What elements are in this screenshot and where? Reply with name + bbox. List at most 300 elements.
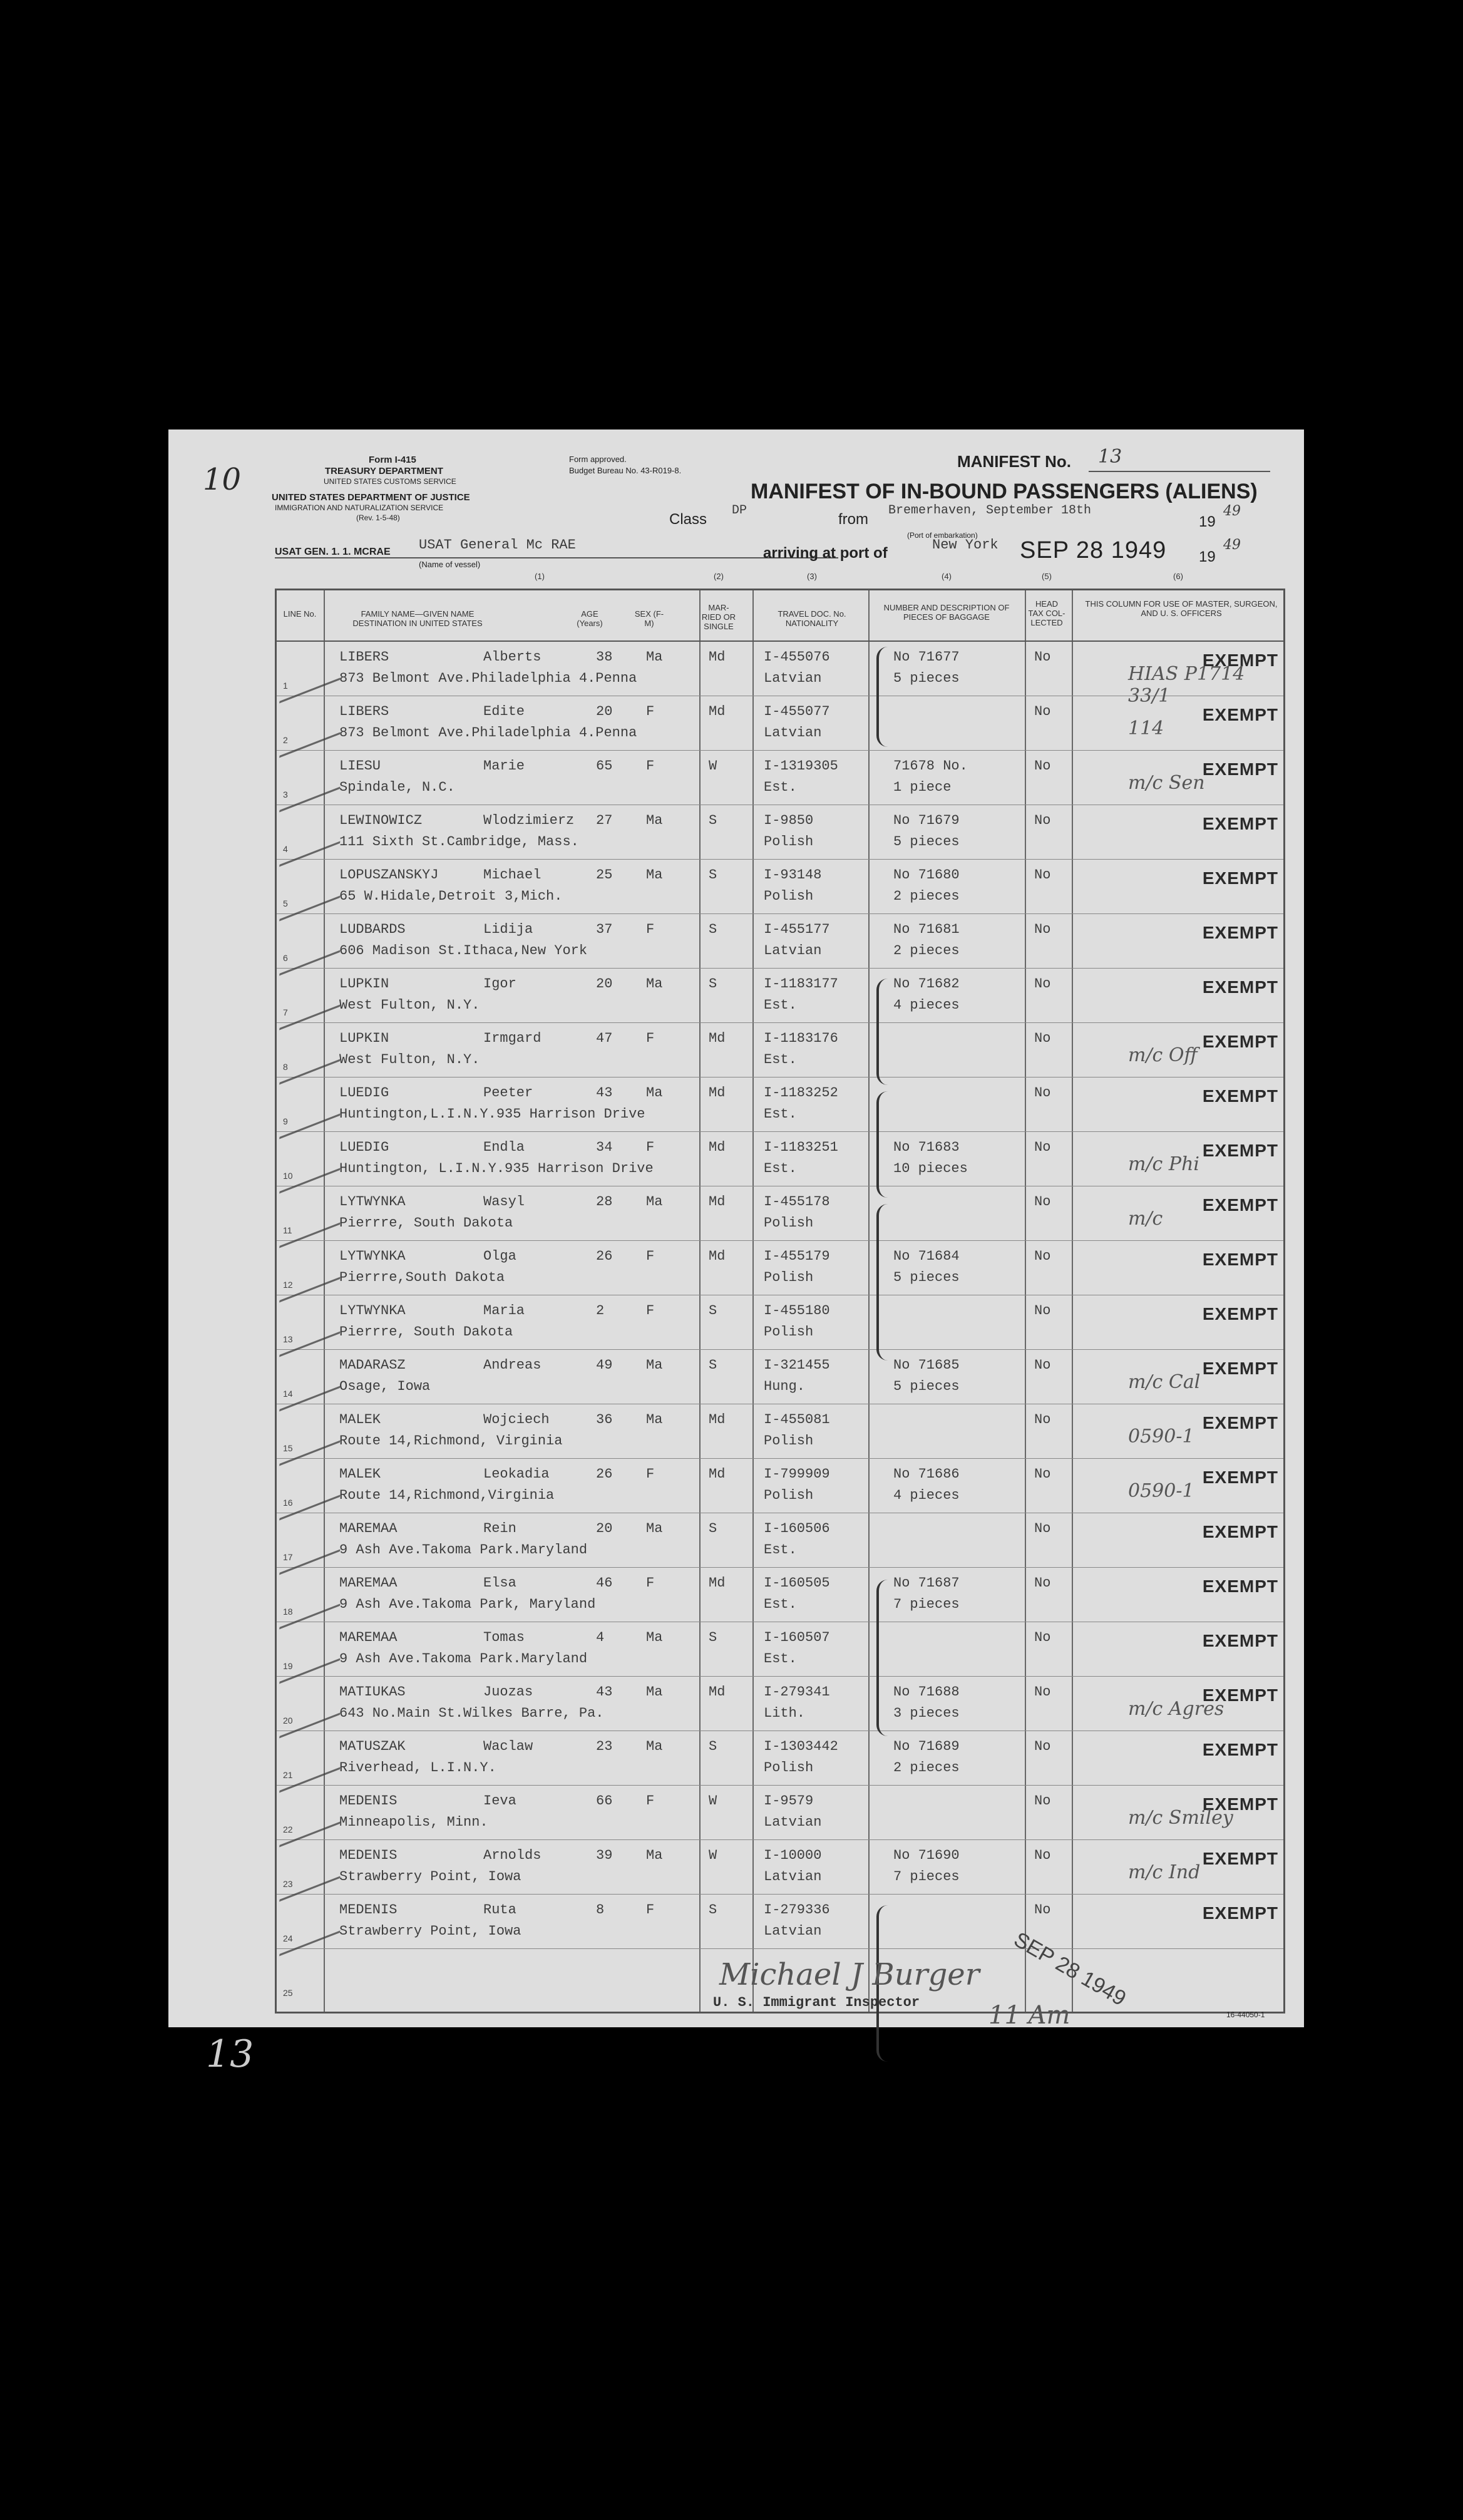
table-row: [277, 1568, 1283, 1622]
travel-doc-number: I-455076: [764, 649, 830, 665]
family-name: MAREMAA: [339, 1575, 398, 1591]
nationality: Latvian: [764, 1814, 822, 1830]
age: 27: [596, 813, 613, 828]
given-name: Wojciech: [483, 1412, 550, 1427]
line-number: 10: [283, 1171, 293, 1181]
family-name: LYTWYNKA: [339, 1303, 406, 1319]
exempt-stamp: EXEMPT: [1202, 1086, 1278, 1106]
check-mark: [279, 1729, 347, 1793]
nationality: Hung.: [764, 1379, 806, 1394]
exempt-stamp: EXEMPT: [1202, 1250, 1278, 1269]
baggage-number: No 71683: [893, 1139, 960, 1155]
vessel-margin-label: USAT GEN. 1. 1. MCRAE: [275, 547, 391, 557]
table-row: [277, 1295, 1283, 1350]
given-name: Endla: [483, 1139, 525, 1155]
family-name: LUPKIN: [339, 976, 389, 992]
baggage-number: No 71681: [893, 922, 960, 937]
baggage-number: No 71688: [893, 1684, 960, 1700]
baggage-pieces: 2 pieces: [893, 943, 960, 959]
baggage-number: No 71677: [893, 649, 960, 665]
age: 23: [596, 1739, 613, 1754]
check-mark: [279, 1456, 347, 1521]
footer-time-note: 11 Am: [988, 2001, 1070, 2030]
travel-doc-number: I-9850: [764, 813, 814, 828]
check-mark: [279, 1783, 347, 1848]
exempt-stamp: EXEMPT: [1202, 1468, 1278, 1487]
family-name: MADARASZ: [339, 1357, 406, 1373]
age: 38: [596, 649, 613, 665]
year-label: 19: [1199, 513, 1216, 530]
head-tax: No: [1034, 867, 1051, 883]
col-header-travel: TRAVEL DOC. No. NATIONALITY: [778, 609, 846, 628]
marital-status: W: [709, 1848, 717, 1863]
exempt-stamp: EXEMPT: [1202, 923, 1278, 942]
sex: F: [646, 1031, 655, 1046]
check-mark: [279, 1402, 347, 1466]
line-number: 6: [283, 953, 288, 963]
baggage-pieces: 4 pieces: [893, 1488, 960, 1503]
head-tax: No: [1034, 1902, 1051, 1918]
sex: Ma: [646, 867, 663, 883]
line-number: 25: [283, 1988, 293, 1998]
marital-status: Md: [709, 1248, 726, 1264]
col-header-line: LINE No.: [283, 609, 317, 619]
inspector-label: U. S. Immigrant Inspector: [713, 1995, 920, 2010]
check-mark: [279, 1620, 347, 1684]
given-name: Tomas: [483, 1630, 525, 1645]
officer-note: 0590-1: [1128, 1480, 1194, 1502]
officer-note: 0590-1: [1128, 1426, 1194, 1448]
check-mark: [279, 1674, 347, 1739]
given-name: Olga: [483, 1248, 516, 1264]
travel-doc-number: I-160505: [764, 1575, 830, 1591]
table-row: [277, 1786, 1283, 1840]
family-name: LYTWYNKA: [339, 1248, 406, 1264]
family-name: LOPUSZANSKYJ: [339, 867, 439, 883]
col-num-2: (2): [714, 572, 724, 581]
sex: Ma: [646, 1521, 663, 1536]
check-mark: [279, 1565, 347, 1630]
exempt-stamp: EXEMPT: [1202, 651, 1278, 670]
bracket-mark: [876, 979, 888, 1085]
officer-note: m/c Agres: [1128, 1698, 1224, 1720]
embark-label: (Port of embarkation): [907, 531, 978, 540]
travel-doc-number: I-9579: [764, 1793, 814, 1809]
line-number: 20: [283, 1715, 293, 1725]
destination: 9 Ash Ave.Takoma Park.Maryland: [339, 1651, 588, 1667]
baggage-pieces: 2 pieces: [893, 1760, 960, 1776]
officer-note: m/c Off: [1128, 1044, 1198, 1066]
baggage-number: No 71686: [893, 1466, 960, 1482]
nationality: Est.: [764, 1161, 797, 1176]
baggage-pieces: 5 pieces: [893, 1270, 960, 1285]
family-name: MEDENIS: [339, 1793, 398, 1809]
family-name: LUEDIG: [339, 1139, 389, 1155]
sex: Ma: [646, 1194, 663, 1210]
check-mark: [279, 1129, 347, 1194]
table-row: [277, 751, 1283, 805]
check-mark: [279, 857, 347, 922]
marital-status: S: [709, 813, 717, 828]
col-header-married: MAR-RIED OR SINGLE: [701, 603, 736, 631]
marital-status: Md: [709, 1575, 726, 1591]
given-name: Michael: [483, 867, 542, 883]
given-name: Maria: [483, 1303, 525, 1319]
head-tax: No: [1034, 976, 1051, 992]
line-number: 8: [283, 1062, 288, 1072]
age: 20: [596, 704, 613, 719]
baggage-pieces: 2 pieces: [893, 888, 960, 904]
head-tax: No: [1034, 1194, 1051, 1210]
exempt-stamp: EXEMPT: [1202, 868, 1278, 888]
exempt-stamp: EXEMPT: [1202, 1576, 1278, 1596]
exempt-stamp: EXEMPT: [1202, 1304, 1278, 1324]
head-tax: No: [1034, 1248, 1051, 1264]
baggage-pieces: 5 pieces: [893, 1379, 960, 1394]
head-tax: No: [1034, 758, 1051, 774]
nationality: Latvian: [764, 1923, 822, 1939]
given-name: Peeter: [483, 1085, 533, 1101]
age: 43: [596, 1684, 613, 1700]
nationality: Est.: [764, 1542, 797, 1558]
col-header-officers: THIS COLUMN FOR USE OF MASTER, SURGEON, AND U. S. OFFICERS: [1085, 599, 1278, 618]
exempt-stamp: EXEMPT: [1202, 1903, 1278, 1923]
dept-treasury: TREASURY DEPARTMENT: [325, 466, 443, 476]
destination: Route 14,Richmond,Virginia: [339, 1488, 555, 1503]
destination: Huntington,L.I.N.Y.935 Harrison Drive: [339, 1106, 645, 1122]
age: 2: [596, 1303, 605, 1319]
nationality: Latvian: [764, 1869, 822, 1885]
given-name: Wasyl: [483, 1194, 525, 1210]
age: 28: [596, 1194, 613, 1210]
check-mark: [279, 639, 347, 704]
col-num-6: (6): [1173, 572, 1183, 581]
age: 25: [596, 867, 613, 883]
check-mark: [279, 1238, 347, 1303]
destination: Riverhead, L.I.N.Y.: [339, 1760, 496, 1776]
bracket-mark: [876, 1091, 888, 1198]
destination: 606 Madison St.Ithaca,New York: [339, 943, 588, 959]
nationality: Polish: [764, 1215, 814, 1231]
col-header-baggage: NUMBER AND DESCRIPTION OF PIECES OF BAGGAGE: [883, 603, 1010, 622]
baggage-pieces: 10 pieces: [893, 1161, 968, 1176]
head-tax: No: [1034, 1848, 1051, 1863]
nationality: Est.: [764, 1597, 797, 1612]
table-row: [277, 642, 1283, 707]
exempt-stamp: EXEMPT: [1202, 1631, 1278, 1650]
age: 39: [596, 1848, 613, 1863]
destination: West Fulton, N.Y.: [339, 997, 480, 1013]
sex: F: [646, 922, 655, 937]
year2-value: 49: [1223, 537, 1241, 553]
col-header-age: AGE (Years): [577, 609, 603, 628]
marital-status: S: [709, 1739, 717, 1754]
marital-status: Md: [709, 1139, 726, 1155]
line-number: 18: [283, 1607, 293, 1617]
age: 26: [596, 1248, 613, 1264]
head-tax: No: [1034, 1630, 1051, 1645]
sex: F: [646, 704, 655, 719]
family-name: LIBERS: [339, 704, 389, 719]
line-number: 17: [283, 1552, 293, 1562]
destination: 873 Belmont Ave.Philadelphia 4.Penna: [339, 725, 637, 741]
nationality: Polish: [764, 1324, 814, 1340]
form-revision: (Rev. 1-5-48): [356, 513, 400, 522]
officer-note: HIAS P1714 33/1: [1128, 663, 1245, 707]
sex: Ma: [646, 1739, 663, 1754]
sex: F: [646, 1139, 655, 1155]
destination: West Fulton, N.Y.: [339, 1052, 480, 1067]
nationality: Est.: [764, 997, 797, 1013]
head-tax: No: [1034, 704, 1051, 719]
bracket-mark: [876, 1204, 888, 1360]
check-mark: [279, 1021, 347, 1085]
col-num-3: (3): [807, 572, 817, 581]
destination: 65 W.Hidale,Detroit 3,Mich.: [339, 888, 563, 904]
family-name: MAREMAA: [339, 1630, 398, 1645]
baggage-pieces: 1 piece: [893, 779, 952, 795]
baggage-pieces: 5 pieces: [893, 671, 960, 686]
exempt-stamp: EXEMPT: [1202, 1849, 1278, 1868]
check-mark: [279, 803, 347, 867]
arriving-label: arriving at port of: [763, 545, 888, 562]
check-mark: [279, 1293, 347, 1357]
nationality: Polish: [764, 1760, 814, 1776]
travel-doc-number: I-93148: [764, 867, 822, 883]
line-number: 21: [283, 1770, 293, 1780]
from-label: from: [838, 511, 868, 528]
table-row: [277, 1077, 1283, 1132]
head-tax: No: [1034, 1357, 1051, 1373]
baggage-number: No 71687: [893, 1575, 960, 1591]
given-name: Andreas: [483, 1357, 542, 1373]
head-tax: No: [1034, 1085, 1051, 1101]
line-number: 13: [283, 1334, 293, 1344]
manifest-title: MANIFEST OF IN-BOUND PASSENGERS (ALIENS): [751, 480, 1258, 503]
margin-number-top: 10: [203, 462, 242, 497]
baggage-pieces: 5 pieces: [893, 834, 960, 850]
table-row: [277, 1677, 1283, 1731]
baggage-number: No 71684: [893, 1248, 960, 1264]
travel-doc-number: I-1183251: [764, 1139, 838, 1155]
line-number: 5: [283, 898, 288, 908]
check-mark: [279, 912, 347, 976]
head-tax: No: [1034, 1139, 1051, 1155]
age: 8: [596, 1902, 605, 1918]
col-header-name: FAMILY NAME—GIVEN NAME DESTINATION IN UNITED STATES: [352, 609, 483, 628]
family-name: MAREMAA: [339, 1521, 398, 1536]
bracket-mark: [876, 1580, 888, 1736]
exempt-stamp: EXEMPT: [1202, 814, 1278, 833]
destination: 9 Ash Ave.Takoma Park.Maryland: [339, 1542, 588, 1558]
nationality: Polish: [764, 1270, 814, 1285]
check-mark: [279, 1511, 347, 1575]
line-number: 19: [283, 1661, 293, 1671]
head-tax: No: [1034, 1412, 1051, 1427]
table-row: [277, 1731, 1283, 1786]
travel-doc-number: I-455077: [764, 704, 830, 719]
exempt-stamp: EXEMPT: [1202, 1522, 1278, 1541]
table-row: [277, 805, 1283, 860]
manifest-number: 13: [1098, 446, 1122, 468]
marital-status: S: [709, 976, 717, 992]
head-tax: No: [1034, 1684, 1051, 1700]
nationality: Latvian: [764, 725, 822, 741]
nationality: Lith.: [764, 1705, 806, 1721]
line-number: 23: [283, 1879, 293, 1889]
nationality: Polish: [764, 1433, 814, 1449]
destination: 9 Ash Ave.Takoma Park, Maryland: [339, 1597, 596, 1612]
head-tax: No: [1034, 1521, 1051, 1536]
table-row: [277, 1404, 1283, 1459]
family-name: LUEDIG: [339, 1085, 389, 1101]
given-name: Waclaw: [483, 1739, 533, 1754]
officer-note: m/c Cal: [1128, 1371, 1201, 1393]
check-mark: [279, 748, 347, 813]
head-tax: No: [1034, 649, 1051, 665]
destination: 111 Sixth St.Cambridge, Mass.: [339, 834, 579, 850]
marital-status: S: [709, 1630, 717, 1645]
given-name: Arnolds: [483, 1848, 542, 1863]
exempt-stamp: EXEMPT: [1202, 1794, 1278, 1814]
family-name: LYTWYNKA: [339, 1194, 406, 1210]
age: 46: [596, 1575, 613, 1591]
head-tax: No: [1034, 813, 1051, 828]
baggage-pieces: 7 pieces: [893, 1869, 960, 1885]
table-row: [277, 860, 1283, 914]
marital-status: S: [709, 1357, 717, 1373]
marital-status: Md: [709, 1085, 726, 1101]
travel-doc-number: I-1303442: [764, 1739, 838, 1754]
exempt-stamp: EXEMPT: [1202, 1359, 1278, 1378]
nationality: Polish: [764, 1488, 814, 1503]
family-name: MATIUKAS: [339, 1684, 406, 1700]
family-name: LUDBARDS: [339, 922, 406, 937]
check-mark: [279, 1347, 347, 1412]
port-value: New York: [932, 537, 998, 553]
table-row: [277, 1459, 1283, 1513]
given-name: Ieva: [483, 1793, 516, 1809]
table-row: [277, 1840, 1283, 1895]
exempt-stamp: EXEMPT: [1202, 1740, 1278, 1759]
given-name: Igor: [483, 976, 516, 992]
travel-doc-number: I-279341: [764, 1684, 830, 1700]
officer-note: m/c: [1128, 1208, 1163, 1230]
travel-doc-number: I-455177: [764, 922, 830, 937]
age: 36: [596, 1412, 613, 1427]
table-row: [277, 696, 1283, 751]
given-name: Rein: [483, 1521, 516, 1536]
line-number: 4: [283, 844, 288, 854]
arrival-date-stamp: SEP 28 1949: [1020, 537, 1167, 563]
inspector-signature: Michael J Burger: [719, 1957, 980, 1992]
line-number: 2: [283, 735, 288, 745]
marital-status: S: [709, 867, 717, 883]
baggage-number: No 71680: [893, 867, 960, 883]
vessel-value: USAT General Mc RAE: [419, 537, 576, 553]
nationality: Est.: [764, 1651, 797, 1667]
age: 20: [596, 1521, 613, 1536]
marital-status: Md: [709, 649, 726, 665]
table-row: [277, 1513, 1283, 1568]
family-name: LIESU: [339, 758, 381, 774]
check-mark: [279, 966, 347, 1031]
head-tax: No: [1034, 1031, 1051, 1046]
line-number: 12: [283, 1280, 293, 1290]
table-row: [277, 969, 1283, 1023]
age: 34: [596, 1139, 613, 1155]
marital-status: S: [709, 1902, 717, 1918]
table-row: [277, 1186, 1283, 1241]
line-number: 1: [283, 681, 288, 691]
nationality: Latvian: [764, 671, 822, 686]
age: 66: [596, 1793, 613, 1809]
given-name: Marie: [483, 758, 525, 774]
family-name: LEWINOWICZ: [339, 813, 423, 828]
destination: Spindale, N.C.: [339, 779, 455, 795]
family-name: LUPKIN: [339, 1031, 389, 1046]
head-tax: No: [1034, 1466, 1051, 1482]
nationality: Est.: [764, 1106, 797, 1122]
table-row: [277, 1895, 1283, 1949]
col-header-sex: SEX (F-M): [634, 609, 664, 628]
travel-doc-number: I-455179: [764, 1248, 830, 1264]
given-name: Ruta: [483, 1902, 516, 1918]
sex: F: [646, 1248, 655, 1264]
exempt-stamp: EXEMPT: [1202, 1141, 1278, 1160]
travel-doc-number: I-455180: [764, 1303, 830, 1319]
age: 20: [596, 976, 613, 992]
sex: Ma: [646, 813, 663, 828]
check-mark: [279, 1184, 347, 1248]
table-row: [277, 1622, 1283, 1677]
family-name: MATUSZAK: [339, 1739, 406, 1754]
travel-doc-number: I-1183252: [764, 1085, 838, 1101]
baggage-pieces: 7 pieces: [893, 1597, 960, 1612]
line-number: 15: [283, 1443, 293, 1453]
baggage-number: No 71679: [893, 813, 960, 828]
passenger-table: [275, 572, 1285, 2013]
officer-note: m/c Phi: [1128, 1153, 1199, 1175]
sex: Ma: [646, 1357, 663, 1373]
age: 65: [596, 758, 613, 774]
sex: Ma: [646, 649, 663, 665]
family-name: MEDENIS: [339, 1848, 398, 1863]
baggage-number: No 71690: [893, 1848, 960, 1863]
sex: Ma: [646, 1684, 663, 1700]
form-approved: Form approved.: [569, 455, 627, 464]
baggage-number: No 71682: [893, 976, 960, 992]
nationality: Latvian: [764, 943, 822, 959]
age: 26: [596, 1466, 613, 1482]
given-name: Juozas: [483, 1684, 533, 1700]
destination: Minneapolis, Minn.: [339, 1814, 488, 1830]
destination: Strawberry Point, Iowa: [339, 1869, 521, 1885]
dept-customs: UNITED STATES CUSTOMS SERVICE: [324, 477, 456, 486]
line-number: 3: [283, 789, 288, 800]
line-number: 14: [283, 1389, 293, 1399]
year-value: 49: [1223, 503, 1241, 519]
travel-doc-number: I-455178: [764, 1194, 830, 1210]
col-num-5: (5): [1042, 572, 1052, 581]
age: 49: [596, 1357, 613, 1373]
marital-status: S: [709, 922, 717, 937]
baggage-number: No 71685: [893, 1357, 960, 1373]
officer-note: m/c Sen: [1128, 772, 1205, 794]
destination: Pierrre, South Dakota: [339, 1215, 513, 1231]
exempt-stamp: EXEMPT: [1202, 1032, 1278, 1051]
nationality: Polish: [764, 834, 814, 850]
